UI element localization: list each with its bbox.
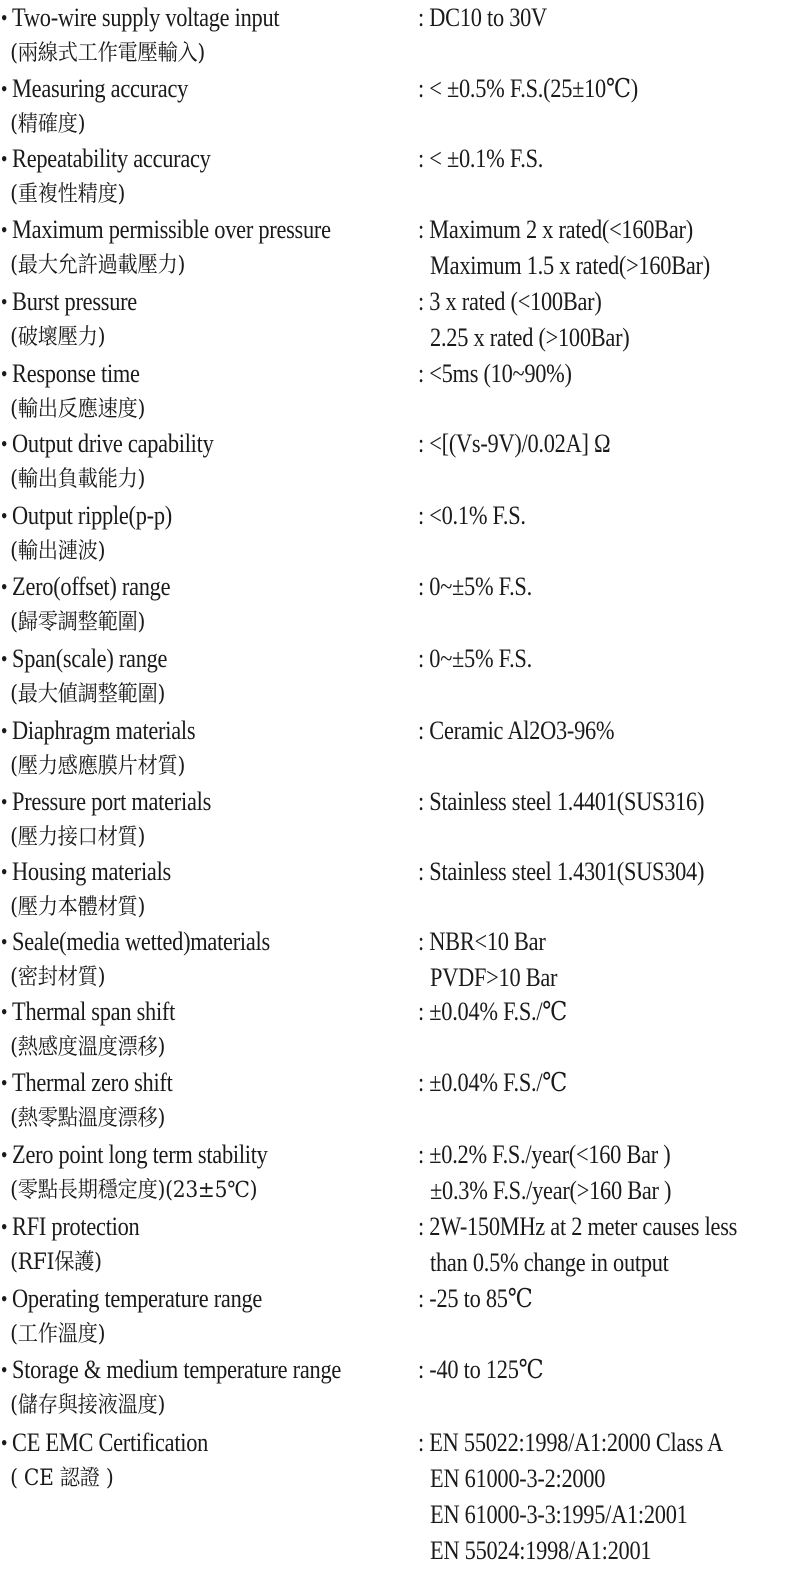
spec-value: PVDF>10 Bar	[430, 963, 558, 992]
spec-label-group	[0, 1137, 420, 1209]
spec-label-text: Seale(media wetted)materials	[12, 927, 270, 956]
spec-label-text: RFI protection	[12, 1212, 140, 1241]
spec-value: : EN 55022:1998/A1:2000 Class A	[418, 1428, 724, 1457]
spec-label-text: Zero point long term stability	[12, 1140, 268, 1169]
spec-label-text: Repeatability accuracy	[12, 144, 211, 173]
bullet-icon: •	[0, 929, 8, 954]
spec-label-text: Measuring accuracy	[12, 74, 189, 103]
spec-label-zh: (重複性精度)	[10, 182, 126, 207]
spec-label-zh: (最大値調整範圍)	[10, 682, 166, 707]
spec-value-group	[418, 1352, 810, 1388]
spec-value: : <0.1% F.S.	[418, 501, 526, 530]
spec-label-zh: (輸出負載能力)	[10, 467, 146, 492]
spec-value: : Ceramic Al2O3-96%	[418, 716, 615, 745]
spec-value: : 3 x rated (<100Bar)	[418, 287, 602, 316]
spec-value-group	[418, 1137, 810, 1209]
bullet-icon: •	[0, 289, 8, 314]
spec-label-zh: ( CE 認證 )	[10, 1466, 114, 1491]
spec-value: : DC10 to 30V	[418, 3, 547, 32]
spec-value: : -25 to 85℃	[418, 1284, 533, 1313]
spec-label-group	[0, 141, 420, 213]
spec-value-group	[418, 784, 810, 820]
spec-label-text: Diaphragm materials	[12, 716, 196, 745]
spec-label	[0, 1209, 361, 1245]
spec-label-group	[0, 356, 420, 428]
bullet-icon: •	[0, 859, 8, 884]
spec-label	[0, 356, 361, 392]
spec-label-text: Two-wire supply voltage input	[12, 3, 280, 32]
spec-label	[0, 924, 361, 960]
spec-value-group	[418, 713, 810, 749]
spec-value: : <5ms (10~90%)	[418, 359, 572, 388]
spec-value-group	[418, 141, 810, 177]
spec-label	[0, 641, 361, 677]
spec-value-group	[418, 1281, 810, 1317]
bullet-icon: •	[0, 999, 8, 1024]
bullet-icon: •	[0, 646, 8, 671]
spec-label-group	[0, 71, 420, 143]
spec-label-text: Thermal zero shift	[12, 1068, 173, 1097]
spec-value-group	[418, 1065, 810, 1101]
spec-value: : < ±0.5% F.S.(25±10℃)	[418, 74, 638, 103]
spec-label-zh: (精確度)	[10, 112, 86, 137]
spec-value: EN 61000-3-3:1995/A1:2001	[430, 1500, 688, 1529]
spec-value-group	[418, 994, 810, 1030]
spec-value: : ±0.04% F.S./℃	[418, 997, 568, 1026]
spec-label-group	[0, 924, 420, 996]
spec-label-group	[0, 284, 420, 356]
spec-label	[0, 141, 361, 177]
spec-label-text: CE EMC Certification	[12, 1428, 209, 1457]
spec-label-zh: (兩線式工作電壓輸入)	[10, 41, 206, 66]
spec-value: EN 55024:1998/A1:2001	[430, 1536, 652, 1565]
bullet-icon: •	[0, 1357, 8, 1382]
spec-value: : -40 to 125℃	[418, 1355, 544, 1384]
spec-value-group	[418, 854, 810, 890]
bullet-icon: •	[0, 1070, 8, 1095]
spec-value-group	[418, 71, 810, 107]
spec-label	[0, 1281, 361, 1317]
bullet-icon: •	[0, 361, 8, 386]
spec-label-zh: (壓力感應膜片材質)	[10, 754, 186, 779]
spec-label-zh: (破壞壓力)	[10, 325, 106, 350]
spec-value-group	[418, 924, 810, 996]
spec-label-zh: (熱零點溫度漂移)	[10, 1106, 166, 1131]
spec-value: : 2W-150MHz at 2 meter causes less	[418, 1212, 738, 1241]
spec-label-group	[0, 713, 420, 785]
spec-value: than 0.5% change in output	[430, 1248, 669, 1277]
spec-label-zh: (輸出反應速度)	[10, 397, 146, 422]
spec-value: : <[(Vs-9V)/0.02A] Ω	[418, 429, 611, 458]
spec-label-group	[0, 1209, 420, 1281]
bullet-icon: •	[0, 789, 8, 814]
spec-label-zh: (壓力本體材質)	[10, 895, 146, 920]
spec-value-group	[418, 641, 810, 677]
spec-value: ±0.3% F.S./year(>160 Bar )	[430, 1176, 672, 1205]
spec-value: : ±0.2% F.S./year(<160 Bar )	[418, 1140, 671, 1169]
spec-value: 2.25 x rated (>100Bar)	[430, 323, 630, 352]
bullet-icon: •	[0, 503, 8, 528]
spec-label	[0, 71, 361, 107]
spec-label	[0, 569, 361, 605]
spec-label-text: Burst pressure	[12, 287, 137, 316]
spec-value-group	[418, 284, 810, 356]
spec-label-text: Zero(offset) range	[12, 572, 171, 601]
bullet-icon: •	[0, 146, 8, 171]
spec-value-group	[418, 498, 810, 534]
spec-label	[0, 994, 361, 1030]
spec-label-text: Output ripple(p-p)	[12, 501, 172, 530]
spec-value-group	[418, 212, 810, 284]
spec-label-text: Maximum permissible over pressure	[12, 215, 331, 244]
spec-label	[0, 784, 361, 820]
spec-label-zh: (輸出漣波)	[10, 539, 106, 564]
spec-label-text: Span(scale) range	[12, 644, 168, 673]
spec-label-group	[0, 1352, 420, 1424]
spec-value: EN 61000-3-2:2000	[430, 1464, 606, 1493]
bullet-icon: •	[0, 1286, 8, 1311]
spec-label	[0, 1425, 361, 1461]
spec-label-group	[0, 569, 420, 641]
spec-label-text: Pressure port materials	[12, 787, 212, 816]
spec-label-zh: (零點長期穩定度)(23±5℃)	[10, 1178, 258, 1203]
spec-label	[0, 284, 361, 320]
spec-label-zh: (壓力接口材質)	[10, 825, 146, 850]
spec-label-zh: (熱感度溫度漂移)	[10, 1035, 166, 1060]
spec-label	[0, 1065, 361, 1101]
spec-label-group	[0, 0, 420, 72]
spec-value-group	[418, 1209, 810, 1281]
spec-value: : Maximum 2 x rated(<160Bar)	[418, 215, 693, 244]
bullet-icon: •	[0, 217, 8, 242]
spec-label-text: Storage & medium temperature range	[12, 1355, 342, 1384]
bullet-icon: •	[0, 1214, 8, 1239]
spec-label-group	[0, 498, 420, 570]
spec-value-group	[418, 356, 810, 392]
spec-label-group	[0, 1425, 420, 1497]
spec-value-group	[418, 0, 810, 36]
spec-label-text: Output drive capability	[12, 429, 214, 458]
spec-value: : 0~±5% F.S.	[418, 644, 532, 673]
spec-value: Maximum 1.5 x rated(>160Bar)	[430, 251, 710, 280]
bullet-icon: •	[0, 1430, 8, 1455]
bullet-icon: •	[0, 431, 8, 456]
spec-label	[0, 713, 361, 749]
spec-label-group	[0, 212, 420, 284]
spec-label-group	[0, 426, 420, 498]
spec-label	[0, 0, 361, 36]
spec-label-text: Thermal span shift	[12, 997, 176, 1026]
spec-value: : NBR<10 Bar	[418, 927, 546, 956]
spec-label	[0, 426, 361, 462]
spec-label-group	[0, 784, 420, 856]
spec-value: : ±0.04% F.S./℃	[418, 1068, 568, 1097]
spec-label	[0, 498, 361, 534]
spec-label	[0, 1137, 361, 1173]
spec-label-text: Operating temperature range	[12, 1284, 263, 1313]
spec-label	[0, 1352, 361, 1388]
spec-label-group	[0, 1281, 420, 1353]
spec-label-zh: (最大允許過載壓力)	[10, 253, 186, 278]
spec-label-zh: (密封材質)	[10, 965, 106, 990]
spec-value-group	[418, 1425, 810, 1569]
spec-value-group	[418, 426, 810, 462]
bullet-icon: •	[0, 76, 8, 101]
spec-value: : Stainless steel 1.4401(SUS316)	[418, 787, 705, 816]
spec-label-group	[0, 994, 420, 1066]
spec-label-group	[0, 1065, 420, 1137]
spec-label-zh: (RFI保護)	[10, 1250, 102, 1275]
spec-label-group	[0, 854, 420, 926]
bullet-icon: •	[0, 1142, 8, 1167]
spec-value-group	[418, 569, 810, 605]
spec-label-zh: (工作溫度)	[10, 1322, 106, 1347]
spec-label	[0, 854, 361, 890]
spec-label-group	[0, 641, 420, 713]
spec-label-zh: (儲存與接液溫度)	[10, 1393, 166, 1418]
bullet-icon: •	[0, 718, 8, 743]
spec-value: : Stainless steel 1.4301(SUS304)	[418, 857, 705, 886]
spec-label-text: Response time	[12, 359, 140, 388]
spec-label-text: Housing materials	[12, 857, 171, 886]
spec-value: : < ±0.1% F.S.	[418, 144, 544, 173]
bullet-icon: •	[0, 574, 8, 599]
spec-value: : 0~±5% F.S.	[418, 572, 532, 601]
spec-label-zh: (歸零調整範圍)	[10, 610, 146, 635]
bullet-icon: •	[0, 5, 8, 30]
spec-label	[0, 212, 361, 248]
